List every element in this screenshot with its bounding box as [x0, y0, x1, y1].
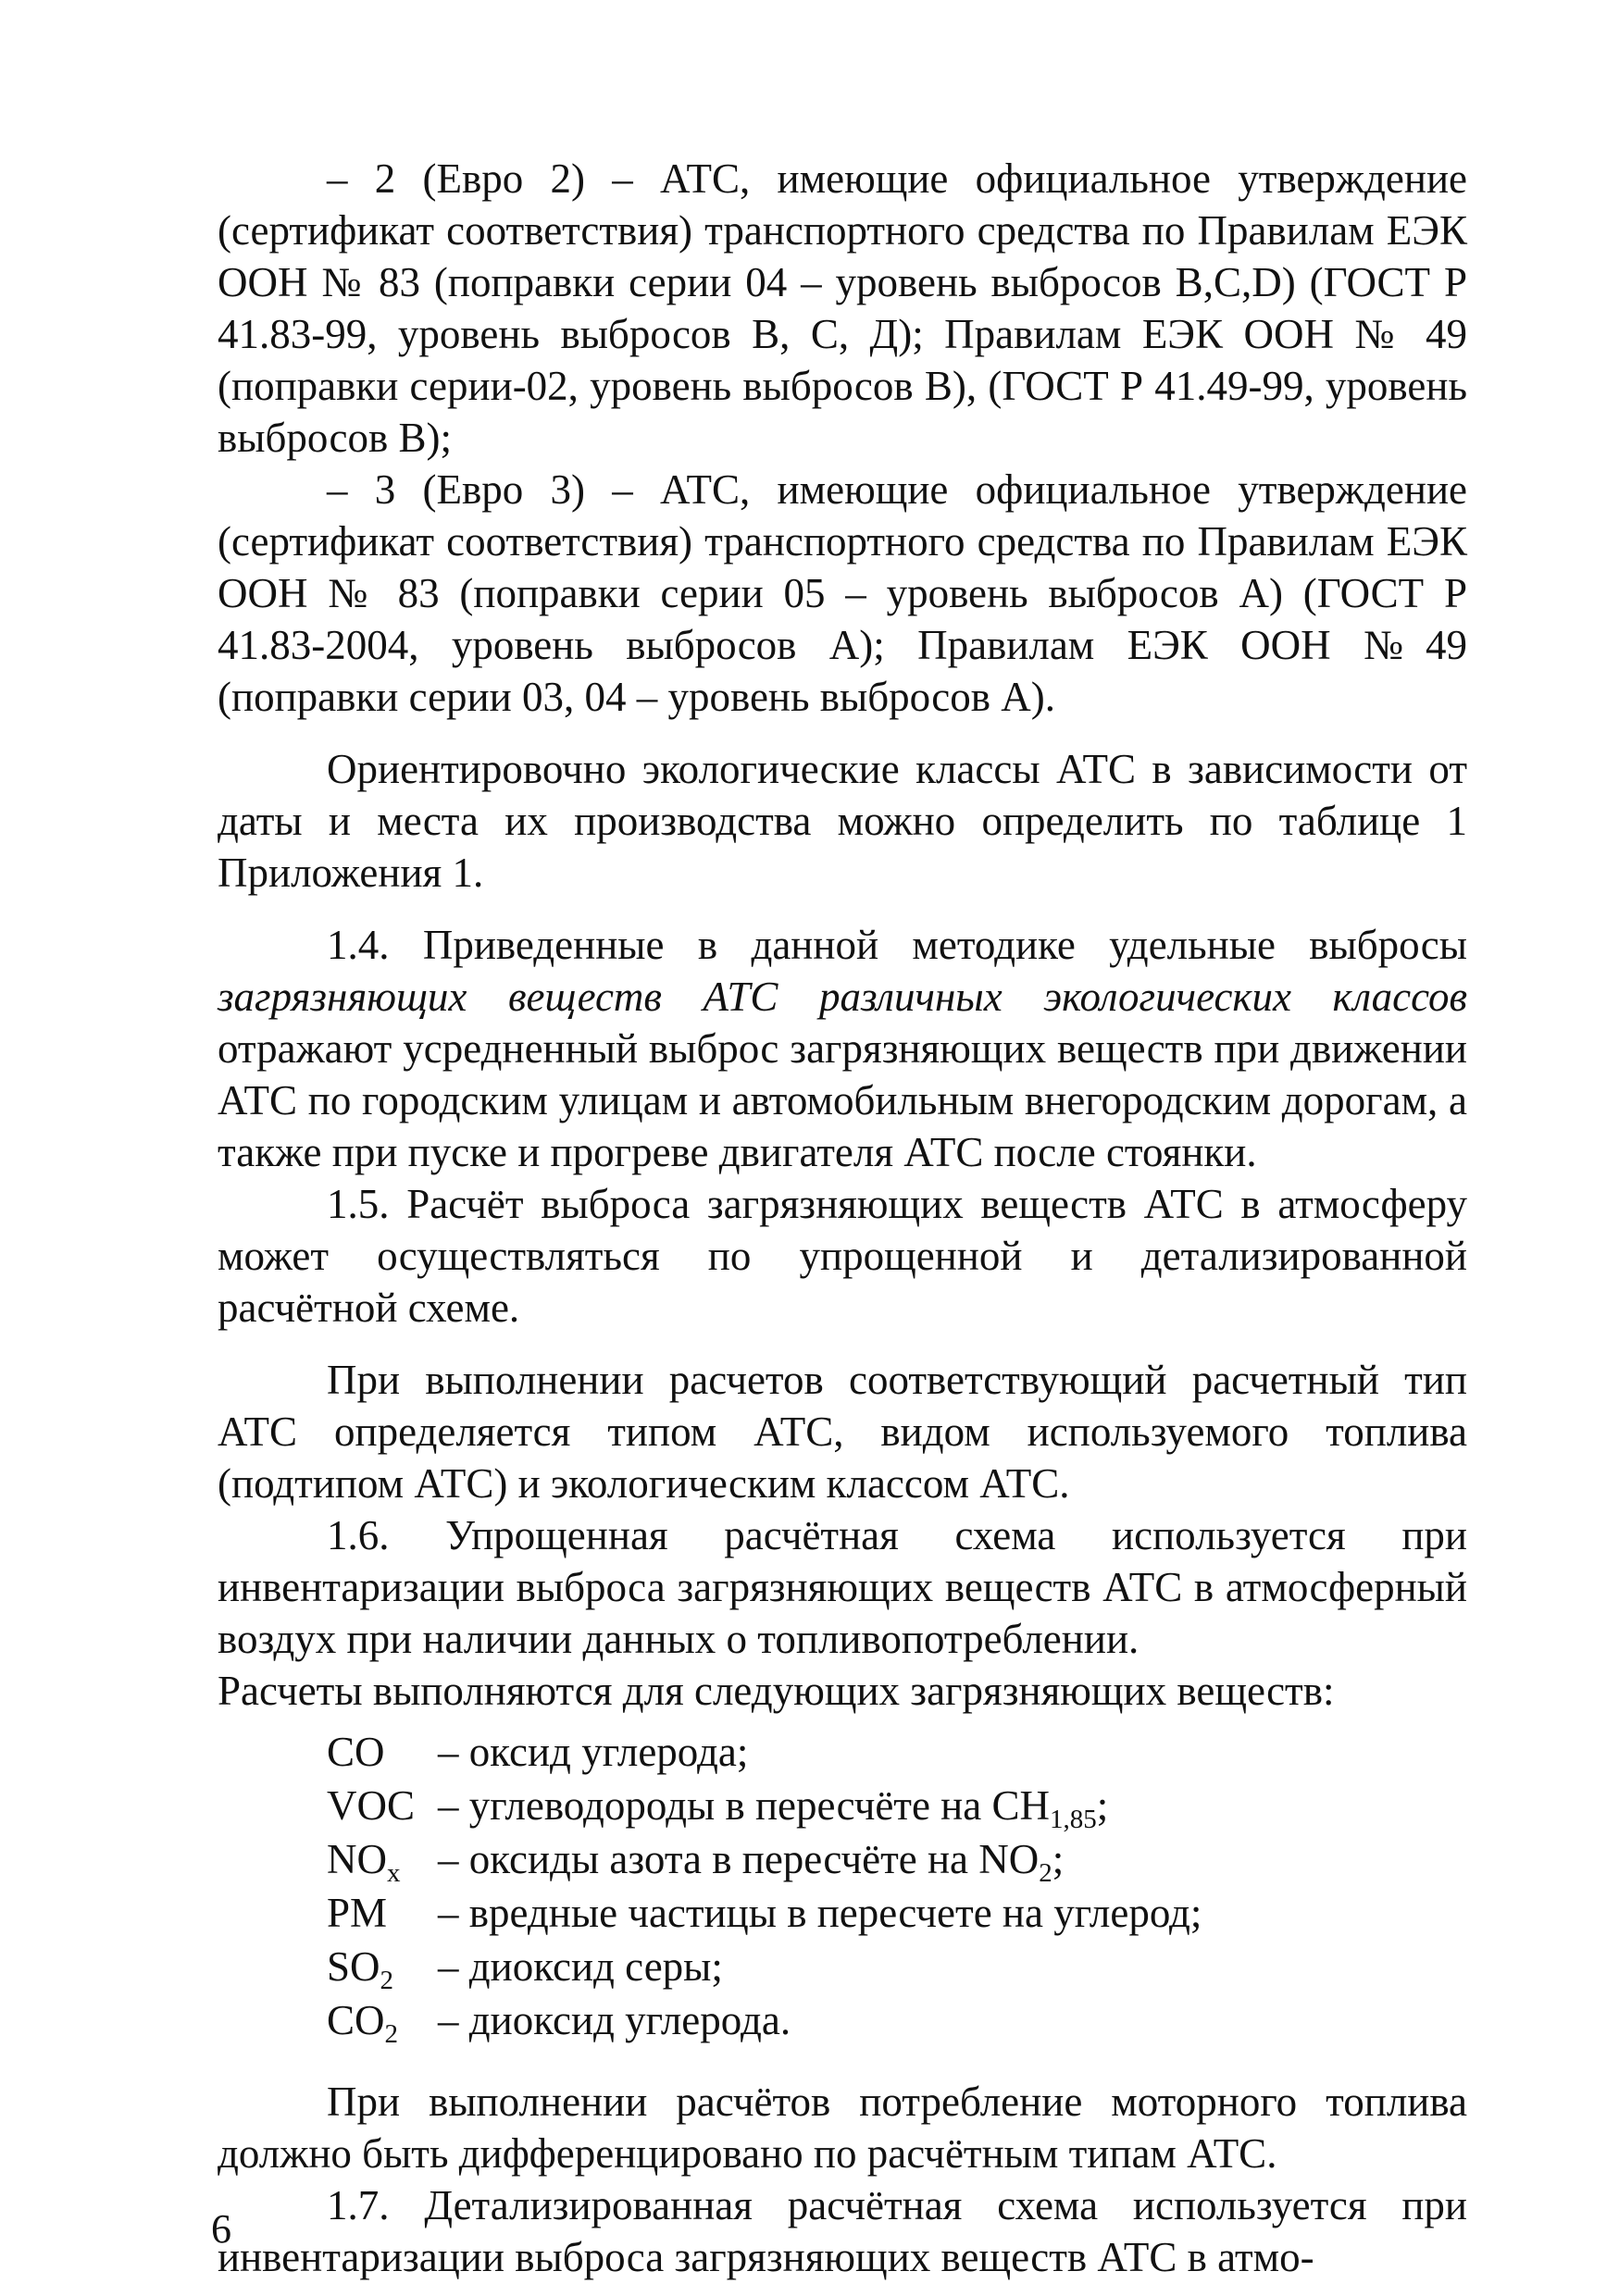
page-body	[218, 153, 1467, 2283]
pollutant-row-co	[327, 1726, 1467, 1780]
paragraph-1-4	[218, 919, 1467, 1178]
pollutant-row-pm	[327, 1887, 1467, 1941]
pollutant-definition: – диоксид серы;	[438, 1943, 723, 1990]
pollutant-abbr: VOC	[327, 1782, 416, 1829]
pollutant-abbr: CO	[327, 1729, 385, 1775]
pollutant-row-nox	[327, 1833, 1467, 1887]
pollutant-definition: – диоксид углерода.	[438, 1997, 791, 2043]
paragraph-1-7: 1.7. Детализированная расчётная схема используется при инвентаризации выброса загрязняющих веществ АТС в атмо-	[218, 2182, 1467, 2280]
pollutant-abbr: $SO_2$	[327, 1943, 394, 1995]
paragraph-1-4-start: 1.4. Приведенные в данной методике удельные выбросы	[327, 922, 1467, 968]
paragraph-1-4-end: отражают усредненный выброс загрязняющих веществ при движении АТС по городским улицам и автомобильным внегородским дорогам, а также при пуске и прогреве двигателя АТС после стоянки.	[218, 1025, 1467, 1175]
paragraph-eco-classes: Ориентировочно экологические классы АТС в зависимости от даты и места их производства можно определить по таблице 1 Приложения 1.	[218, 746, 1467, 896]
paragraph-1-5: 1.5. Расчёт выброса загрязняющих веществ АТС в атмосферу может осуществляться по упрощенной и детализированной расчётной схеме.	[218, 1181, 1467, 1331]
pollutant-definition: – оксиды азота в пересчёте на $NO_2$;	[438, 1836, 1065, 1888]
pollutant-row-so2	[327, 1941, 1467, 1994]
paragraph-calc-type: При выполнении расчетов соответствующий расчетный тип АТС определяется типом АТС, видом используемого топлива (подтипом АТС) и экологическим классом АТС.	[218, 1357, 1467, 1507]
paragraph-1-6: 1.6. Упрощенная расчётная схема используется при инвентаризации выброса загрязняющих веществ АТС в атмосферный воздух при наличии данных о топливопотреблении.	[218, 1512, 1467, 1662]
pollutant-abbr: PM	[327, 1890, 388, 1936]
paragraph-euro3: – 3 (Евро 3) – АТС, имеющие официальное утверждение (сертификат соответствия) транспортного средства по Правилам ЕЭК ООН № 83 (поправки серии 05 – уровень выбросов А) (ГОСТ Р 41.83-2004, уровень выбросов А); Правилам ЕЭК ООН №49 (поправки серии 03, 04 – уровень выбросов А).	[218, 466, 1467, 720]
paragraph-pollutants-intro: Расчеты выполняются для следующих загрязняющих веществ:	[218, 1668, 1335, 1714]
pollutant-abbr: $NO_x$	[327, 1836, 401, 1888]
pollutant-definition: – оксид углерода;	[438, 1729, 749, 1775]
pollutant-abbr: $CO_2$	[327, 1997, 399, 2049]
pollutant-definition: – углеводороды в пересчёте на $CH_{1,85}$;	[438, 1782, 1109, 1834]
paragraph-1-4-italic: загрязняющих веществ АТС различных экологических классов	[218, 974, 1467, 1020]
paragraph-euro2: – 2 (Евро 2) – АТС, имеющие официальное утверждение (сертификат соответствия) транспортного средства по Правилам ЕЭК ООН № 83 (поправки серии 04 – уровень выбросов B,C,D) (ГОСТ Р 41.83-99, уровень выбросов В, С, Д); Правилам ЕЭК ООН № 49 (поправки серии-02, уровень выбросов B), (ГОСТ Р 41.49-99, уровень выбросов В);	[218, 155, 1467, 461]
pollutant-definition: – вредные частицы в пересчете на углерод;	[438, 1890, 1202, 1936]
pollutant-list	[327, 1726, 1467, 2048]
page-number: 6	[211, 2206, 231, 2252]
pollutant-row-co2	[327, 1994, 1467, 2048]
pollutant-row-voc	[327, 1780, 1467, 1833]
paragraph-fuel-consumption: При выполнении расчётов потребление моторного топлива должно быть дифференцировано по расчётным типам АТС.	[218, 2079, 1467, 2177]
